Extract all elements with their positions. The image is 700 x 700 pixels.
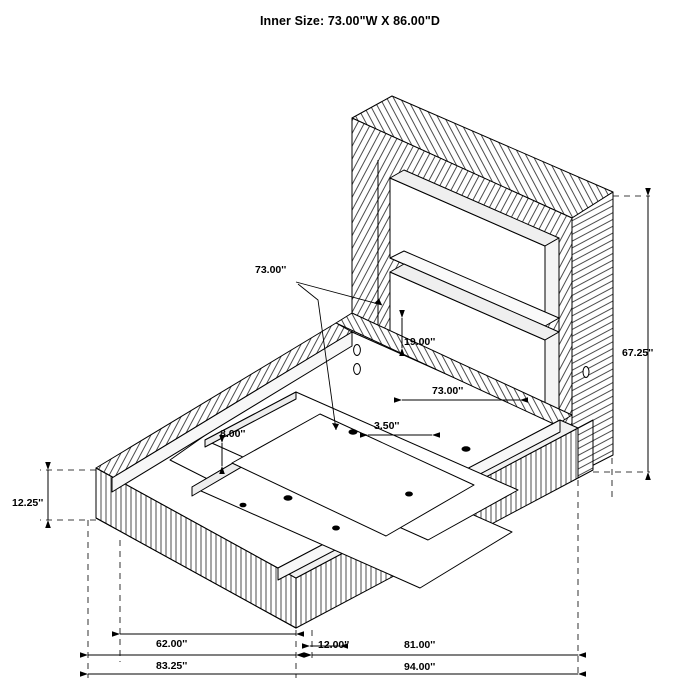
- dim-label-12p25: 12.25'': [12, 497, 44, 509]
- dim-label-62: 62.00'': [156, 638, 188, 650]
- dim-label-83p25: 83.25'': [156, 660, 188, 672]
- dim-label-slat-73: 73.00'': [432, 385, 464, 397]
- dim-label-67p25: 67.25'': [622, 347, 654, 359]
- dim-label-19: 19.00'': [404, 336, 436, 348]
- dim-label-81: 81.00'': [404, 639, 436, 651]
- right-rail-outer-face: [578, 420, 593, 478]
- dim-label-3p5: 3.50'': [374, 420, 400, 432]
- dim-label-leader-73: 73.00'': [255, 264, 287, 276]
- dim-label-94: 94.00'': [404, 661, 436, 673]
- dim-label-8: 8.00'': [220, 428, 246, 440]
- headboard-hardware-knob: [583, 367, 589, 378]
- page-title: Inner Size: 73.00"W X 86.00"D: [259, 14, 441, 28]
- dim-label-12: 12.00'': [318, 639, 350, 651]
